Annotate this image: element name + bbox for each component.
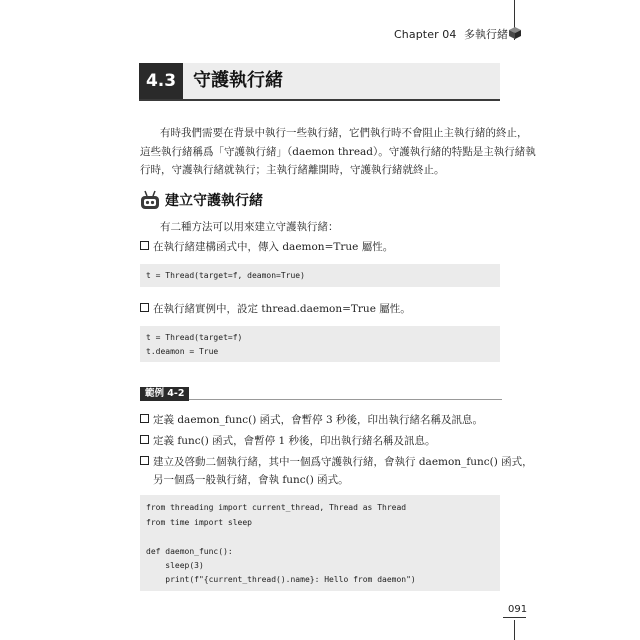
example-item-3: 建立及啓動二個執行緒，其中一個爲守護執行緒，會執行 daemon_func() 函式， — [140, 455, 533, 469]
checkbox-bullet-icon — [140, 456, 149, 465]
checkbox-bullet-icon — [140, 303, 149, 312]
code-block-1 — [140, 264, 500, 287]
example-label: 範例 4-2 — [140, 387, 189, 401]
intro-line-1: 有時我們需要在背景中執行一些執行緒，它們執行時不會阻止主執行緒的終止， — [160, 127, 528, 139]
code-line: t = Thread(target=f, deamon=True) — [146, 271, 305, 280]
chapter-label: Chapter 04 — [394, 28, 457, 41]
running-head — [394, 26, 508, 42]
footer-rule-vertical — [514, 620, 515, 640]
example-item-2: 定義 func() 函式，會暫停 1 秒後，印出執行緒名稱及訊息。 — [140, 434, 436, 448]
code-block-3 — [140, 495, 500, 591]
code-line: def daemon_func(): — [146, 547, 233, 556]
intro-line-3: 行時，守護執行緒就執行；主執行緒離開時，守護執行緒就終止。 — [140, 164, 445, 176]
subsection-lead: 有二種方法可以用來建立守護執行緒： — [160, 221, 339, 233]
subsection-title: 建立守護執行緒 — [165, 193, 263, 209]
intro-line-2: 這些執行緒稱爲「守護執行緒」（daemon thread）。守護執行緒的特點是主執行緒執 — [140, 146, 536, 158]
code-block-2 — [140, 326, 500, 362]
footer-rule-horizontal — [503, 617, 526, 618]
code-line: from threading import current_thread, Thread as Thread — [146, 503, 407, 512]
example-item-1: 定義 daemon_func() 函式，會暫停 3 秒後，印出執行緒名稱及訊息。 — [140, 413, 483, 427]
code-line: print(f"{current_thread().name}: Hello from daemon") — [146, 575, 416, 584]
checkbox-bullet-icon — [140, 241, 149, 250]
section-heading — [139, 63, 500, 101]
example-heading — [140, 387, 502, 400]
robot-icon — [140, 189, 160, 211]
cube-icon — [509, 27, 521, 39]
section-title: 守護執行緒 — [193, 70, 283, 91]
method-item-2: 在執行緒實例中，設定 thread.daemon=True 屬性。 — [140, 302, 411, 316]
code-line: t = Thread(target=f) — [146, 333, 243, 342]
chapter-title: 多執行緒 — [464, 28, 508, 41]
page-number: 091 — [508, 604, 528, 615]
example-item-3-continued: 另一個爲一般執行緒，會執 func() 函式。 — [153, 474, 349, 486]
checkbox-bullet-icon — [140, 435, 149, 444]
section-number: 4.3 — [139, 63, 183, 99]
code-line: sleep(3) — [146, 561, 204, 570]
code-line: from time import sleep — [146, 518, 252, 527]
method-item-1: 在執行緒建構函式中，傳入 daemon=True 屬性。 — [140, 240, 393, 254]
code-line: t.deamon = True — [146, 347, 219, 356]
checkbox-bullet-icon — [140, 414, 149, 423]
